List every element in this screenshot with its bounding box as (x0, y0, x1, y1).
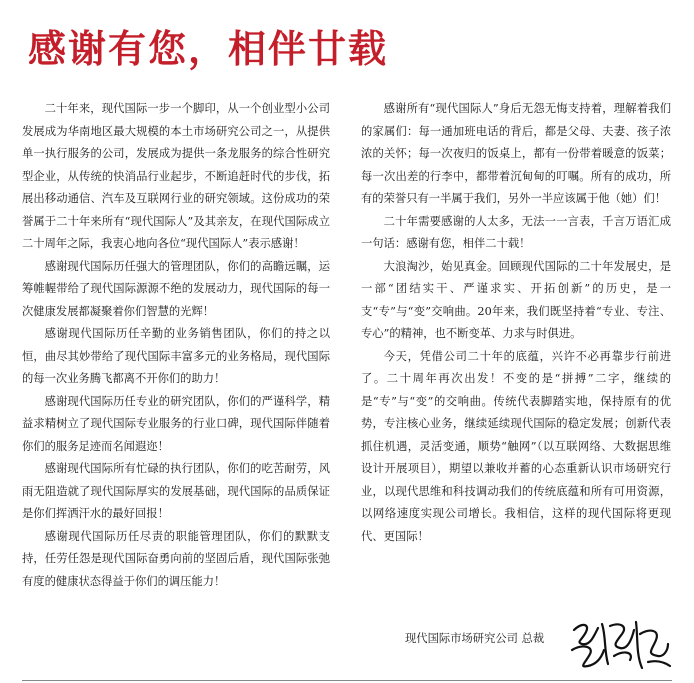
paragraph: 二十年需要感谢的人太多，无法一一言表，千言万语汇成一句话：感谢有您，相伴二十载！ (361, 214, 671, 250)
left-column (22, 98, 330, 593)
paragraph: 今天，凭借公司二十年的底蕴，兴许不必再靠步行前进了。二十周年再次出发！不变的是“拼搏”二字，继续的是“专”与“变”的交响曲。传统代表脚踏实地，保持原有的优势，专注核心业务，继续延续现代国际的稳定发展；创新代表抓住机遇，灵活变通，顺势“触网”（以互联网络、大数据思维设计开展项目），期望以兼收并蓄的心态重新认识市场研究行业，以现代思维和科技调动我们的传统底蕴和所有可用资源，以网络速度实现公司增长。我相信，这样的现代国际将更现代、更国际！ (361, 349, 671, 543)
paragraph: 感谢所有“现代国际人”身后无怨无悔支持着，理解着我们的家属们：每一通加班电话的背后，都是父母、夫妻、孩子浓浓的关怀；每一次夜归的饭桌上，都有一份带着暖意的饭菜；每一次出差的行李中，都带着沉甸甸的叮嘱。所有的成功，所有的荣誉只有一半属于我们，另外一半应该属于他（她）们！ (361, 102, 671, 205)
handwritten-signature (568, 616, 672, 672)
page-title: 感谢有您，相伴廿载 (28, 27, 389, 71)
bottom-divider (22, 680, 672, 681)
paragraph: 感谢现代国际所有忙碌的执行团队，你们的吃苦耐劳，风雨无阻造就了现代国际厚实的发展基础，现代国际的品质保证是你们挥洒汗水的最好回报！ (22, 462, 330, 520)
paragraph: 感谢现代国际历任尽责的职能管理团队，你们的默默支持，任劳任怨是现代国际奋勇向前的坚固后盾，现代国际张弛有度的健康状态得益于你们的调压能力！ (22, 529, 330, 588)
paragraph: 感谢现代国际历任辛勤的业务销售团队，你们的持之以恒，曲尽其妙带给了现代国际丰富多元的业务格局，现代国际的每一次业务腾飞都离不开你们的助力！ (22, 327, 330, 385)
right-column (361, 98, 671, 548)
paragraph: 二十年来，现代国际一步一个脚印，从一个创业型小公司发展成为华南地区最大规模的本土市场研究公司之一，从提供单一执行服务的公司，发展成为提供一条龙服务的综合性研究型企业，从传统的快消品行业起步，不断追赶时代的步伐，拓展出移动通信、汽车及互联网行业的研究领域。这份成功的荣誉属于二十年来所有“现代国际人”及其亲友，在现代国际成立二十周年之际，我衷心地向各位“现代国际人”表示感谢！ (22, 102, 330, 250)
paragraph: 大浪淘沙，始见真金。回顾现代国际的二十年发展史，是一部“团结实干、严谨求实、开拓创新”的历史，是一支“专”与“变”交响曲。20年来，我们既坚持着“专业、专注、专心”的精神，也不断变革、力求与时俱进。 (361, 259, 671, 340)
signoff-text: 现代国际市场研究公司 总裁 (405, 632, 545, 645)
paragraph: 感谢现代国际历任专业的研究团队，你们的严谨科学，精益求精树立了现代国际专业服务的行业口碑，现代国际伴随着你们的服务足迹而名闻遐迩！ (22, 394, 330, 453)
paragraph: 感谢现代国际历任强大的管理团队，你们的高瞻远瞩，运筹帷幄带给了现代国际源源不绝的发展动力，现代国际的每一次健康发展都凝聚着你们智慧的光辉！ (22, 259, 330, 318)
